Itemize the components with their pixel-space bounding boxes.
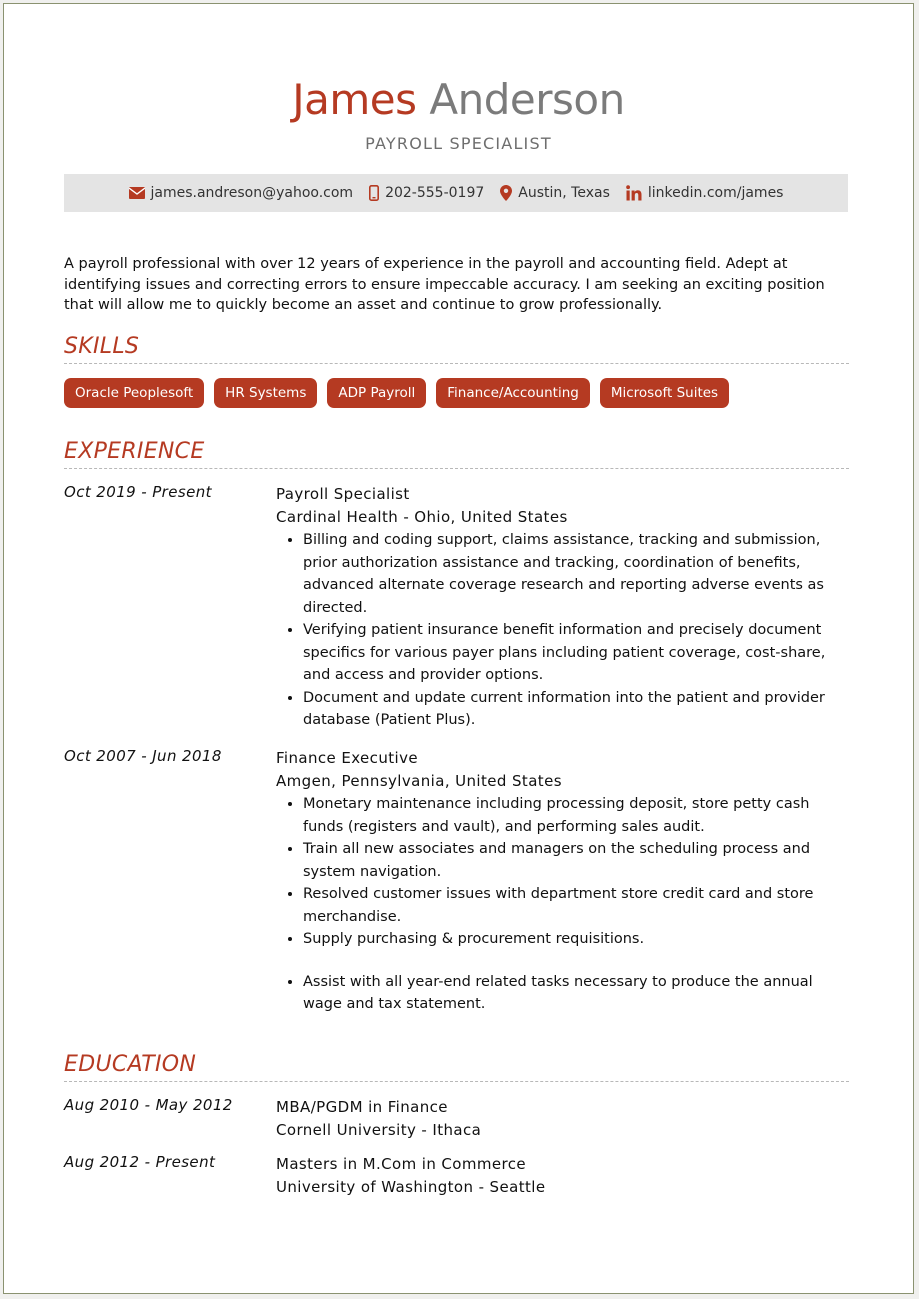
skills-list	[64, 378, 729, 408]
contact-phone[interactable]	[369, 185, 484, 201]
contact-linkedin[interactable]	[626, 185, 784, 201]
job-title: PAYROLL SPECIALIST	[365, 134, 552, 153]
experience-details	[276, 483, 854, 732]
phone-text: 202-555-0197	[385, 185, 485, 201]
location-pin-icon	[500, 185, 512, 201]
list-item: • Document and update current information into the patient and provider database (Patient Plus).	[303, 687, 854, 732]
job-bullets	[276, 529, 854, 732]
linkedin-icon	[626, 185, 642, 201]
education-details	[276, 1153, 854, 1199]
resume-header	[4, 74, 913, 153]
list-item: • Monetary maintenance including processing deposit, store petty cash funds (registers and vault), and performing sales audit.	[303, 793, 854, 838]
skill-tag: Finance/Accounting	[436, 378, 590, 408]
experience-details	[276, 747, 854, 1016]
experience-dates: Oct 2019 - Present	[64, 483, 212, 501]
list-item: • Supply purchasing & procurement requisitions.	[303, 928, 854, 951]
list-item: • Verifying patient insurance benefit information and precisely document specifics for various payer plans including patient coverage, cost-share, and access and provider options.	[303, 619, 854, 687]
experience-heading: EXPERIENCE	[64, 439, 849, 469]
experience-dates: Oct 2007 - Jun 2018	[64, 747, 222, 765]
contact-email[interactable]	[129, 185, 354, 201]
professional-summary: A payroll professional with over 12 years of experience in the payroll and accounting field. Adept at identifying issues and correcting errors to ensure impeccable accuracy. I am seeking an exciting position that will allow me to quickly become an asset and continue to grow professionally.	[64, 256, 825, 313]
list-item: • Resolved customer issues with department store credit card and store merchandise.	[303, 883, 854, 928]
contact-bar	[64, 174, 848, 212]
education-details	[276, 1096, 854, 1142]
resume-page	[3, 3, 914, 1294]
job-company: Cardinal Health - Ohio, United States	[276, 508, 568, 526]
degree: MBA/PGDM in Finance	[276, 1098, 448, 1116]
education-heading: EDUCATION	[64, 1052, 849, 1082]
job-role: Finance Executive	[276, 749, 418, 767]
skill-tag: ADP Payroll	[327, 378, 426, 408]
list-item: • Train all new associates and managers on the scheduling process and system navigation.	[303, 838, 854, 883]
school: University of Washington - Seattle	[276, 1178, 546, 1196]
contact-location	[500, 185, 610, 201]
degree: Masters in M.Com in Commerce	[276, 1155, 527, 1173]
job-role: Payroll Specialist	[276, 485, 410, 503]
phone-icon	[369, 185, 379, 201]
email-text: james.andreson@yahoo.com	[150, 185, 354, 201]
list-item: • Assist with all year-end related tasks necessary to produce the annual wage and tax statement.	[303, 971, 854, 1016]
list-item: • Billing and coding support, claims assistance, tracking and submission, prior authorization assistance and tracking, coordination of benefits, advanced alternate coverage research and reporting adverse events as directed.	[303, 529, 854, 619]
last-name: Anderson	[429, 75, 625, 124]
school: Cornell University - Ithaca	[276, 1121, 482, 1139]
job-company: Amgen, Pennsylvania, United States	[276, 772, 562, 790]
skill-tag: Oracle Peoplesoft	[64, 378, 204, 408]
job-bullets	[276, 793, 854, 1016]
skills-heading: SKILLS	[64, 334, 849, 364]
skill-tag: HR Systems	[214, 378, 317, 408]
education-dates: Aug 2010 - May 2012	[64, 1096, 233, 1114]
linkedin-text: linkedin.com/james	[647, 185, 784, 201]
education-dates: Aug 2012 - Present	[64, 1153, 216, 1171]
location-text: Austin, Texas	[518, 185, 610, 201]
skill-tag: Microsoft Suites	[600, 378, 729, 408]
envelope-icon	[129, 187, 145, 199]
candidate-name	[4, 74, 913, 126]
first-name: James	[292, 75, 417, 124]
